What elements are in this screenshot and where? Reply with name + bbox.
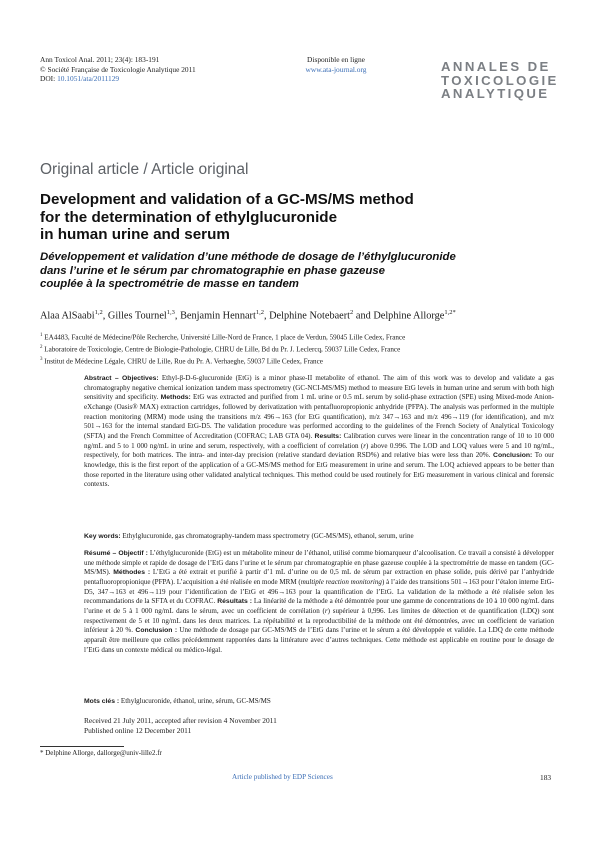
affiliation-number: 3 [40, 356, 43, 362]
article-subtitle [40, 251, 456, 292]
abstract-results-pre: Calibration curves were linear in the concentration range of 10 to 10 000 ng/mL and 5 to 1 000 ng/mL in urine and serum, respectively, with a coefficient of correlation ( [84, 431, 554, 450]
affiliations [40, 331, 405, 366]
author-name: Alaa AlSaabi [40, 310, 95, 322]
author-affil: 1,2* [444, 309, 456, 316]
logo-line-2: TOXICOLOGIE [441, 72, 559, 88]
doi-line [40, 74, 196, 84]
author-name: Delphine Allorge [373, 310, 445, 322]
keywords-en [84, 532, 554, 542]
abstract-objectives: Ethyl-β-D-6-glucuronide (EtG) is a minor phase-II metabolite of ethanol. The aim of this work was to develop and validate a gas chromatography negative chemical ionization tandem mass spectrometry (GC-NCI-MS/MS) method to measure EtG levels in human urine and serum with both high sensitivity and specificity. [84, 374, 554, 402]
article-type: Original article / Article original [40, 161, 249, 178]
keywords-list: Ethylglucuronide, gas chromatography-tandem mass spectrometry (GC-MS/MS), ethanol, serum, urine [120, 532, 414, 540]
resume-results-post: ) supérieur à 0,996. Les limites de détection et de quantification (LDQ) sont respectivement de 5 et 10 ng/mL dans les deux matrices. La répétabilité et la reproductibilité de la méthode ont été démontrées, avec un coefficient de variation inférieur à 20 %. [84, 606, 555, 635]
subtitle-line-1: Développement et validation d’une méthode de dosage de l’éthylglucuronide [40, 251, 456, 263]
citation: Ann Toxicol Anal. 2011; 23(4): 183-191 [40, 55, 160, 64]
journal-logo [441, 60, 559, 101]
mots-cles-heading: Mots clés : [84, 698, 120, 705]
author-name: Gilles Tournel [107, 310, 167, 322]
received-date: Received 21 July 2011, accepted after revision 4 November 2011 [84, 716, 277, 725]
title-line-3: in human urine and serum [40, 226, 230, 244]
affiliation-item [40, 355, 405, 367]
resume-methods-post: ) à l’aide des transitions 501→163 pour l’étalon interne EtG-D5, 347→163 et 496→119 pour l’identification de l’EtG et 496→163 pour la quantification de l’EtG. La validation de la méthode a été réalisée selon les recommandations de la SFTA et du COFRAC. [84, 577, 555, 606]
results-heading: Results: [312, 432, 342, 440]
author-affil: 1,2 [255, 309, 264, 316]
logo-line-3: ANALYTIQUE [441, 86, 550, 101]
author-affil: 1,3 [166, 309, 175, 316]
methods-heading: Methods: [158, 394, 191, 402]
resume-objective: L’éthylglucuronide (EtG) est un métabolite mineur de l’éthanol, utilisé comme biomarqueur d’alcoolisation. Ce travail a consisté à développer une méthode simple et rapide de dosage de l’EtG dans l’urine et le sérum par chromatographie en phase gazeuse couplée à la spectrométrie de masse en tandem (GC-MS/MS). [84, 549, 554, 577]
availability-block [285, 55, 387, 74]
available-online: Disponible en ligne [307, 55, 365, 64]
corresponding-author-note: * Delphine Allorge, dallorge@univ-lille2.fr [40, 749, 162, 757]
subtitle-line-3: couplée à la spectrométrie de masse en tandem [40, 278, 299, 291]
title-line-2: for the determination of ethylglucuronide [40, 208, 338, 226]
abstract-fr [84, 549, 554, 655]
methodes-heading: Méthodes : [110, 569, 151, 577]
logo-line-1: ANNALES DE [441, 59, 551, 74]
subtitle-line-2: dans l’urine et le sérum par chromatographie en phase gazeuse [40, 264, 385, 277]
doi-link[interactable]: 10.1051/ata/2011129 [57, 74, 120, 84]
author-conjunction: and [353, 310, 374, 322]
author-affil: 1,2 [94, 309, 103, 316]
article-dates [84, 716, 277, 736]
affiliation-text: Institut de Médecine Légale, CHRU de Lille, Rue du Pr. A. Verhaeghe, 59037 Lille Cedex, France [44, 356, 323, 365]
affiliation-item [40, 343, 405, 355]
article-title [40, 191, 414, 244]
author-name: Benjamin Hennart [180, 310, 256, 322]
resume-methods-italic: multiple reaction monitoring [300, 577, 382, 586]
footnote-rule [40, 746, 124, 747]
author-separator: , [263, 310, 270, 322]
title-line-1: Development and validation of a GC-MS/MS method [40, 191, 414, 208]
keywords-fr [84, 697, 554, 707]
abstract-conclusion: To our knowledge, this is the first report of the application of a GC-MS/MS method for EtG measurement in urine and serum. The LOQ achieved appears to be better than those reported in the literature using other validated analytical techniques. This method could be used routinely for EtG measurement in various clinical and forensic contexts. [84, 451, 554, 489]
affiliation-item [40, 331, 405, 343]
author-list [40, 309, 456, 321]
citation-block [40, 55, 196, 84]
affiliation-text: EA4483, Faculté de Médecine/Pôle Recherche, Université Lille-Nord de France, 1 place de Verdun, 59045 Lille Cedex, France [44, 333, 406, 342]
resultats-heading: Résultats : [215, 598, 253, 606]
resume-methods-pre: L’EtG a été extrait et purifié à partir d’1 mL d’urine ou de 0,5 mL de sérum par extraction en phase solide, puis dérivé par l’anhydride pentafluoropropionique (PFPA). L’acquisition a été réalisée en mode MRM ( [84, 568, 554, 586]
abstract-en [84, 374, 554, 490]
resume-heading: Résumé – Objectif : [84, 550, 148, 557]
doi-label: DOI: [40, 74, 56, 84]
author-affil: 2 [350, 309, 354, 316]
abstract-results-post: ) above 0.996. The LOD and LOQ values were 5 and 10 ng/mL, respectively, for both matrices. The intra- and inter-day precision (relative standard deviation RSD%) and relative bias were less than 20%. [84, 441, 554, 460]
copyright: © Société Française de Toxicologie Analytique 2011 [40, 64, 196, 74]
author-separator: , [102, 310, 108, 322]
correlation-symbol-fr: r [324, 606, 328, 615]
affiliation-number: 2 [40, 344, 43, 350]
keywords-heading: Key words: [84, 533, 121, 540]
abstract-methods: EtG was extracted and purified from 1 mL urine or 0.5 mL serum by solid-phase extraction (SPE) using Mixed-mode Anion-eXchange (Oasis® MAX) extraction cartridges, followed by derivatization with pentafluoropropionic anhydride (PFPA). The analysis was performed in the multiple reaction monitoring (MRM) mode using the transitions m/z 496→163 (for EtG quantification), m/z 347→163 and m/z 496→119 (for identification), and m/z 501→163 for the internal standard EtG-D5. The validation procedure was performed according to the guidelines of the French Society of Analytical Toxicology (SFTA) and the French Committee of Accreditation (COFRAC; LAB GTA 04). [84, 393, 555, 440]
resume-conclusion: Une méthode de dosage par GC-MS/MS de l’EtG dans l’urine et le sérum a été développée et validée. La LDQ de cette méthode apparaît être meilleure que celles précédemment rapportées dans la littérature avec d’autres techniques. Cette méthode est applicable en routine pour le dosage de l’EtG dans un contexte médical ou médico-légal. [84, 626, 554, 654]
published-date: Published online 12 December 2011 [84, 725, 192, 735]
abstract-heading: Abstract – Objectives: [84, 375, 159, 382]
conclusion-heading: Conclusion: [490, 452, 533, 460]
publisher-link[interactable]: Article published by EDP Sciences [232, 773, 333, 781]
conclusion-fr-heading: Conclusion : [132, 627, 178, 635]
author-separator: , [174, 310, 181, 322]
resume-results-pre: La linéarité de la méthode a été démontrée pour une gamme de concentrations de 10 à 10 000 ng/mL dans l’urine et de 5 à 1 000 ng/mL dans le sérum, avec un coefficient de corrélation ( [84, 597, 554, 615]
mots-cles-list: Ethylglucuronide, éthanol, urine, sérum, GC-MS/MS [119, 697, 271, 705]
affiliation-number: 1 [40, 333, 43, 338]
website-link[interactable]: www.ata-journal.org [305, 64, 367, 74]
author-name: Delphine Notebaert [269, 310, 351, 322]
page-number: 183 [540, 773, 552, 782]
correlation-symbol: r [363, 441, 366, 450]
affiliation-text: Laboratoire de Toxicologie, Centre de Biologie-Pathologie, CHRU de Lille, Bd du Pr. J. Leclercq, 59037 Lille Cedex, France [44, 345, 401, 354]
